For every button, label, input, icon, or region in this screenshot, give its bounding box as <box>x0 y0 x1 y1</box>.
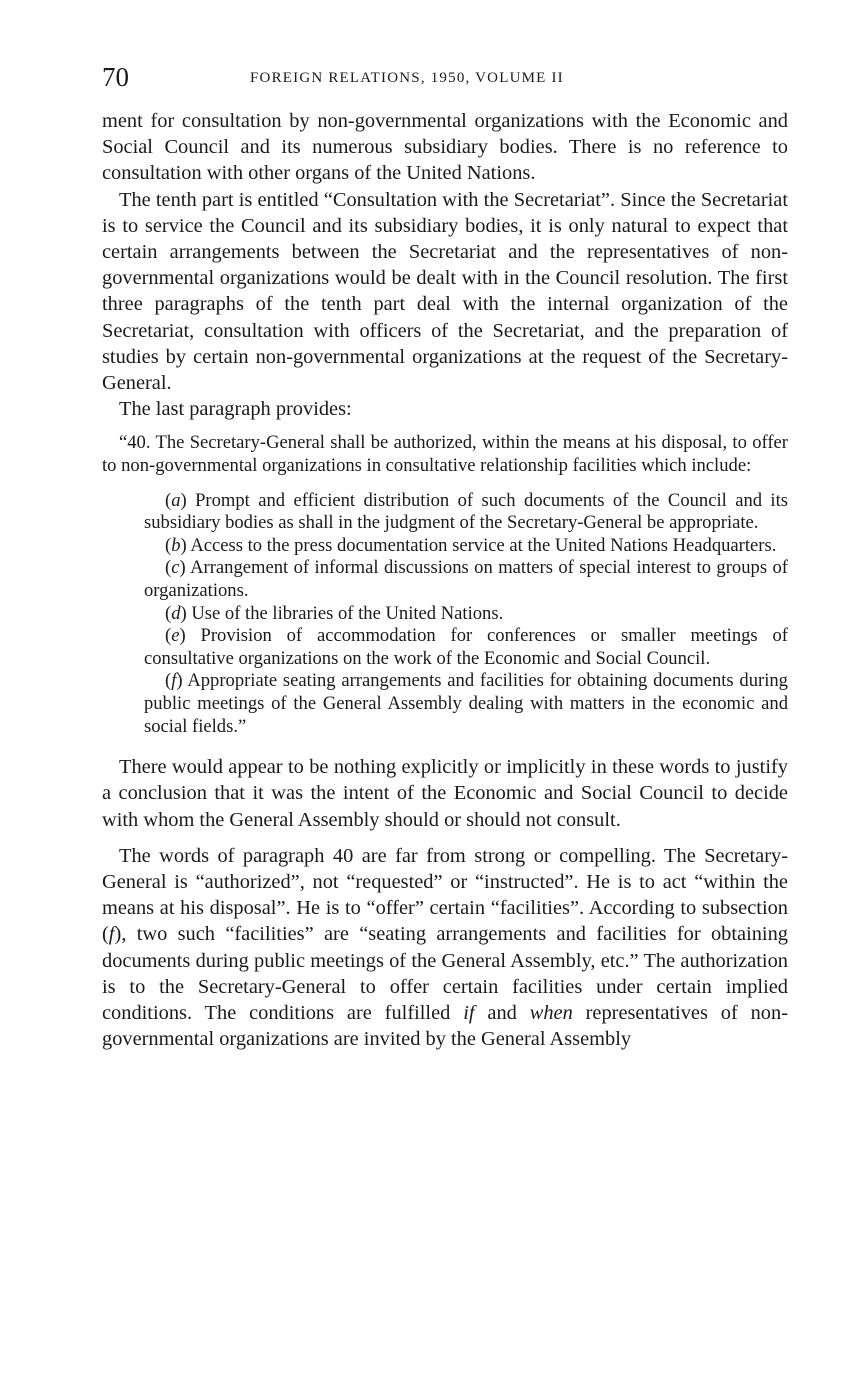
running-title: FOREIGN RELATIONS, 1950, VOLUME II <box>250 70 564 86</box>
subsection-letter: f <box>171 670 177 692</box>
italic-if: if <box>463 1001 475 1024</box>
subsection-item: (d) Use of the libraries of the United Nations. <box>165 602 504 624</box>
subsection-item: (b) Access to the press documentation service at the United Nations Headquarters. <box>165 534 777 556</box>
text-segment: representatives of non-governmental organizations are invited by the General Assembly <box>102 1001 788 1051</box>
subsection-item: (a) Prompt and efficient distribution of such documents of the Council and its subsidiary bodies as shall in the judgment of the Secretary-General be appropriate. <box>144 489 789 534</box>
document-page <box>102 60 788 1052</box>
subsection-letter: a <box>171 489 181 511</box>
paragraph-no-justification: There would appear to be nothing explicitly or implicitly in these words to justify a conclusion that it was the intent of the Economic and Social Council to decide with whom the General Assembly should or should not consult. <box>102 756 788 831</box>
subsection-letter: e <box>171 625 180 647</box>
italic-f: f <box>108 923 115 946</box>
paragraph-tenth-part: The tenth part is entitled “Consultation with the Secretariat”. Since the Secretariat is to service the Council and its subsidiary bodies, it is only natural to expect that certain arrangements between the Secretariat and the representatives of non-governmental organizations would be dealt with in the Council resolution. The first three paragraphs of the tenth part deal with the internal organization of the Secretariat, consultation with officers of the Secretariat, and the preparation of studies by certain non-governmental organizations at the request of the Secretary-General. <box>102 188 788 395</box>
subsection-letter: b <box>171 534 181 556</box>
text-segment: The words of paragraph 40 are far from strong or compelling. The Secretary-General is “authorized”, not “requested” or “instructed”. He is to act “within the means at his disposal”. He is to “offer” certain “facilities”. According to subsection ( <box>102 844 788 946</box>
subsection-text: Access to the press documentation service at the United Nations Headquarters. <box>190 534 777 556</box>
subsection-list <box>102 490 788 739</box>
subsection-item: (e) Provision of accommodation for conferences or smaller meetings of consultative organizations on the work of the Economic and Social Council. <box>144 625 788 669</box>
paragraph-last-provides: The last paragraph provides: <box>119 398 352 421</box>
page-number: 70 <box>102 62 129 92</box>
subsection-letter: d <box>171 602 181 624</box>
quote-paragraph-40: “40. The Secretary-General shall be authorized, within the means at his disposal, to offer to non-governmental organizations in consultative relationship facilities which include: <box>102 432 788 477</box>
italic-when: when <box>529 1001 573 1024</box>
subsection-item: (f) Appropriate seating arrangements and facilities for obtaining documents during public meetings of the General Assembly dealing with matters in the economic and social fields.” <box>144 670 788 737</box>
subsection-item: (c) Arrangement of informal discussions on matters of special interest to groups of organizations. <box>144 557 788 601</box>
page-header <box>102 60 788 100</box>
subsection-text: Use of the libraries of the United Nations. <box>191 602 504 624</box>
paragraph-words-of-40 <box>102 843 788 1053</box>
subsection-letter: c <box>171 557 180 579</box>
text-segment: and <box>474 1001 530 1024</box>
subsection-text: Appropriate seating arrangements and facilities for obtaining documents during public meetings of the General Assembly dealing with matters in the economic and social fields.” <box>144 670 788 737</box>
subsection-text: Arrangement of informal discussions on matters of special interest to groups of organizations. <box>144 557 788 601</box>
paragraph-continued: ment for consultation by non-governmental organizations with the Economic and Social Council and its numerous subsidiary bodies. There is no reference to consultation with other organs of the United Nations. <box>102 110 788 185</box>
text-segment: ), two such “facilities” are “seating arrangements and facilities for obtaining documents during public meetings of the General Assembly, etc.” The authorization is to the Secretary-General to offer certain facilities under certain implied conditions. The conditions are fulfilled <box>102 923 788 1024</box>
subsection-text: Provision of accommodation for conferences or smaller meetings of consultative organizations on the work of the Economic and Social Council. <box>144 625 788 669</box>
subsection-text: Prompt and efficient distribution of such documents of the Council and its subsidiary bodies as shall in the judgment of the Secretary-General be appropriate. <box>144 489 789 534</box>
